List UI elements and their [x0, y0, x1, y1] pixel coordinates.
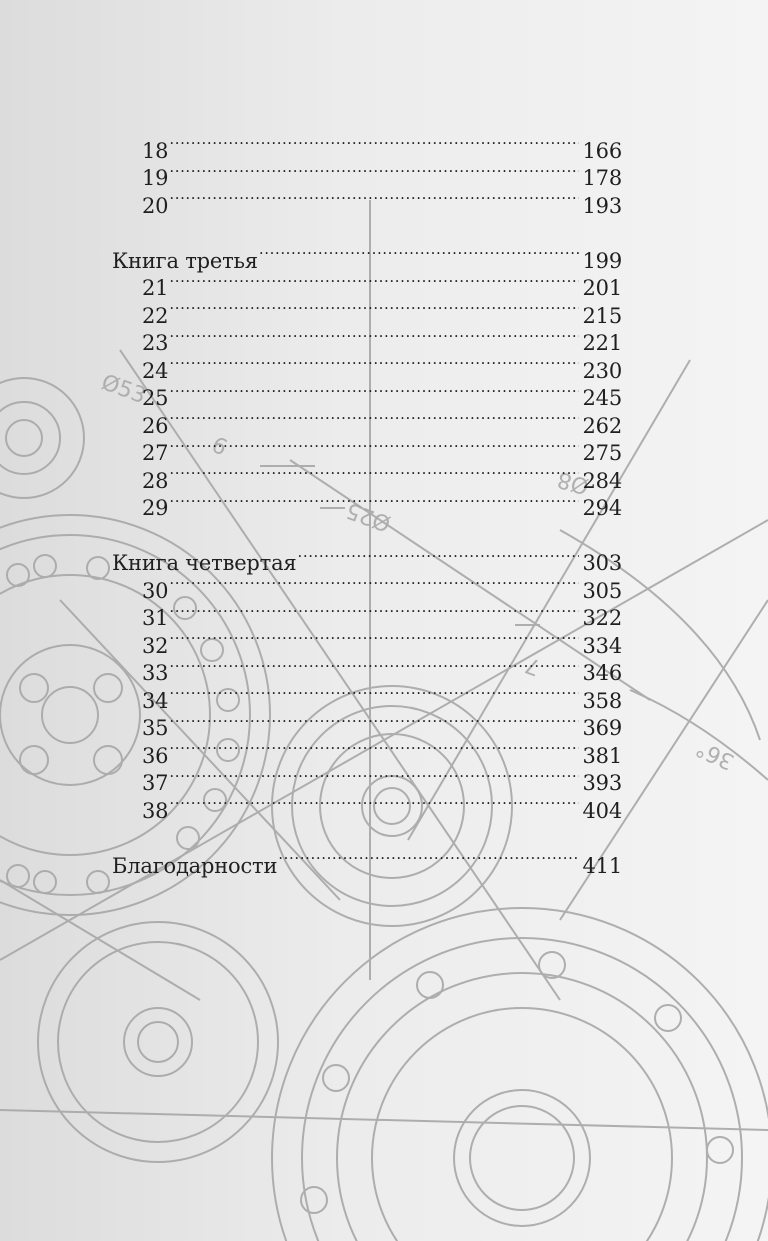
dot-leader	[169, 158, 578, 186]
toc-part-entry[interactable]	[112, 240, 622, 273]
dot-leader	[169, 625, 578, 653]
toc-entry-label: 21	[142, 276, 169, 300]
toc-chapter-entry[interactable]	[112, 433, 622, 465]
dot-leader	[169, 268, 578, 296]
toc-page-number: 221	[582, 331, 622, 355]
dot-leader	[169, 790, 578, 818]
dot-leader	[169, 350, 578, 378]
toc-chapter-entry[interactable]	[112, 708, 622, 740]
toc-page-number: 166	[582, 138, 622, 163]
dot-leader	[169, 735, 578, 763]
dot-leader	[169, 323, 578, 351]
dim-label: 6	[207, 432, 231, 462]
dot-leader	[259, 240, 579, 268]
toc-page-number: 193	[582, 193, 622, 218]
toc-chapter-entry[interactable]	[112, 680, 622, 713]
toc-entry-label: 28	[142, 468, 169, 493]
dot-leader	[169, 295, 578, 323]
toc-part-entry[interactable]	[112, 543, 622, 575]
dim-label: 7	[522, 651, 544, 680]
toc-spacer	[112, 515, 622, 543]
toc-page-number: 411	[582, 853, 622, 878]
toc-entry-label: Благодарности	[112, 853, 278, 878]
toc-page-number: 346	[582, 661, 622, 685]
toc-entry-label: 27	[142, 441, 169, 465]
toc-page-number: 245	[582, 386, 622, 410]
toc-entry-label: 32	[142, 633, 169, 658]
toc-entry-label: 29	[142, 496, 169, 520]
dot-leader	[169, 378, 578, 406]
dim-label: 36°	[692, 734, 739, 775]
toc-page-number: 369	[582, 716, 622, 740]
toc-entry-label: 19	[142, 166, 169, 190]
dot-leader	[169, 653, 578, 681]
toc-entry-label: 24	[142, 358, 169, 383]
toc-entry-label: 30	[142, 578, 169, 603]
toc-page-number: 322	[582, 606, 622, 630]
toc-page-number: 199	[582, 248, 622, 273]
toc-chapter-entry[interactable]	[112, 598, 622, 630]
toc-chapter-entry[interactable]	[112, 735, 622, 768]
toc-chapter-entry[interactable]	[112, 570, 622, 603]
dot-leader	[169, 460, 578, 488]
toc-chapter-entry[interactable]	[112, 763, 622, 795]
toc-page-number: 230	[582, 358, 622, 383]
toc-chapter-entry[interactable]	[112, 460, 622, 493]
toc-entry-label: 22	[142, 303, 169, 328]
toc-page-number: 381	[582, 743, 622, 768]
dim-label: Ø8	[554, 466, 592, 499]
toc-page-number: 262	[582, 413, 622, 438]
toc-page-number: 201	[582, 276, 622, 300]
toc-entry-label: 35	[142, 716, 169, 740]
dim-label: Ø25	[343, 496, 395, 536]
toc-chapter-entry[interactable]	[112, 790, 622, 823]
toc-page-number: 215	[582, 303, 622, 328]
toc-spacer	[112, 818, 622, 846]
toc-page-number: 404	[582, 798, 622, 823]
dot-leader	[297, 543, 578, 571]
toc-page-number: 305	[582, 578, 622, 603]
table-of-contents	[112, 130, 622, 878]
toc-chapter-entry[interactable]	[112, 378, 622, 410]
toc-chapter-entry[interactable]	[112, 350, 622, 383]
toc-page-number: 334	[582, 633, 622, 658]
toc-entry-label: 31	[142, 606, 169, 630]
toc-chapter-entry[interactable]	[112, 295, 622, 328]
toc-page-number: 284	[582, 468, 622, 493]
toc-spacer	[112, 213, 622, 241]
dot-leader	[169, 708, 578, 736]
toc-entry-label: 33	[142, 661, 169, 685]
toc-entry-label: Книга четвертая	[112, 551, 297, 575]
toc-chapter-entry[interactable]	[112, 653, 622, 685]
toc-chapter-entry[interactable]	[112, 158, 622, 190]
dot-leader	[278, 845, 578, 873]
toc-entry-label: 25	[142, 386, 169, 410]
toc-entry-label: 23	[142, 331, 169, 355]
toc-chapter-entry[interactable]	[112, 268, 622, 300]
dot-leader	[169, 130, 578, 158]
toc-page-number: 393	[582, 771, 622, 795]
toc-entry-label: 26	[142, 413, 169, 438]
toc-entry-label: 18	[142, 138, 169, 163]
toc-chapter-entry[interactable]	[112, 405, 622, 438]
toc-chapter-entry[interactable]	[112, 185, 622, 218]
toc-entry-label: 20	[142, 193, 169, 218]
toc-entry-label: 37	[142, 771, 169, 795]
toc-page-number: 275	[582, 441, 622, 465]
dot-leader	[169, 598, 578, 626]
toc-chapter-entry[interactable]	[112, 488, 622, 520]
toc-part-entry[interactable]	[112, 845, 622, 878]
dot-leader	[169, 570, 578, 598]
toc-chapter-entry[interactable]	[112, 625, 622, 658]
toc-page-number: 303	[582, 551, 622, 575]
toc-chapter-entry[interactable]	[112, 130, 622, 163]
dot-leader	[169, 433, 578, 461]
dot-leader	[169, 763, 578, 791]
toc-entry-label: 34	[142, 688, 169, 713]
dot-leader	[169, 185, 578, 213]
toc-entry-label: 38	[142, 798, 169, 823]
toc-entry-label: Книга третья	[112, 248, 258, 273]
dim-label: Ø53	[97, 370, 150, 410]
toc-page-number: 358	[582, 688, 622, 713]
toc-entry-label: 36	[142, 743, 169, 768]
dot-leader	[169, 405, 578, 433]
toc-page-number: 178	[582, 166, 622, 190]
toc-chapter-entry[interactable]	[112, 323, 622, 355]
dot-leader	[169, 680, 578, 708]
dot-leader	[169, 488, 578, 516]
toc-page-number: 294	[582, 496, 622, 520]
